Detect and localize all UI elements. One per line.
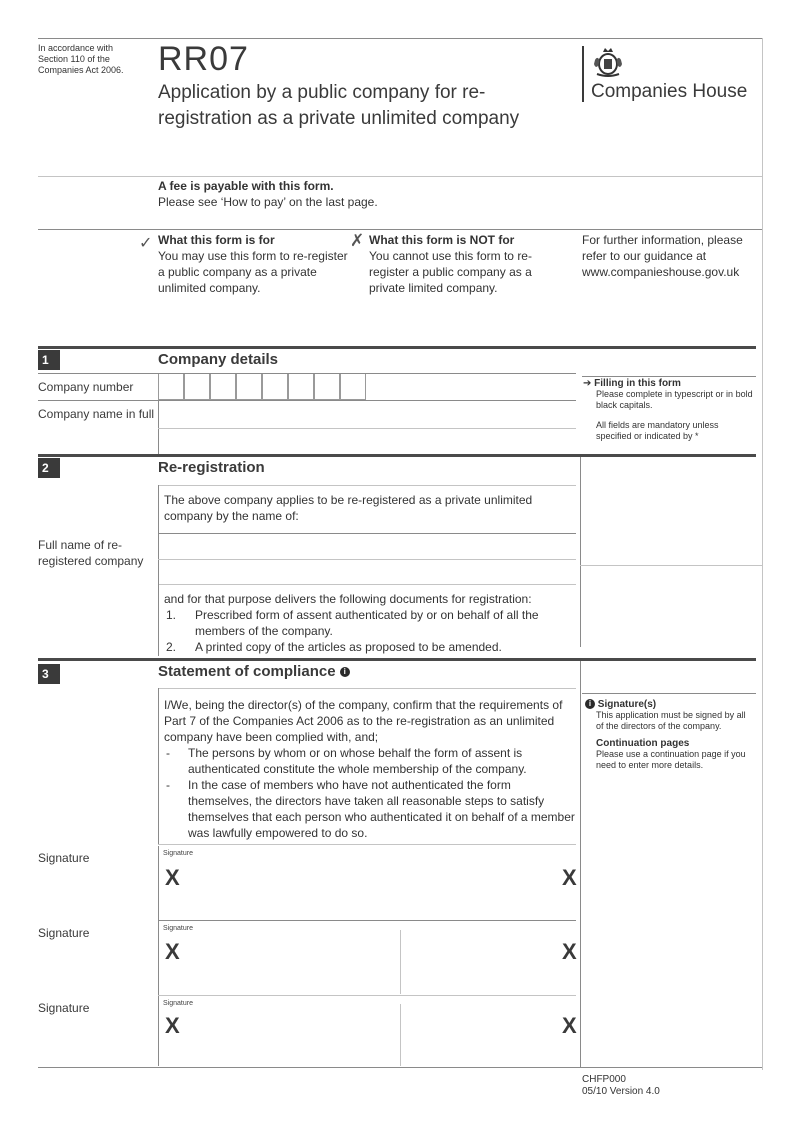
is-for-title: What this form is for: [158, 233, 275, 247]
section-2-title: Re-registration: [158, 459, 265, 476]
arrow-right-icon: ➔: [583, 378, 592, 389]
accordance-note: In accordance with Section 110 of the Companies Act 2006.: [38, 43, 124, 75]
continuation-title: Continuation pages: [596, 738, 690, 749]
section-3-number: 3: [38, 664, 60, 684]
royal-crest-icon: [591, 46, 625, 78]
reregistration-intro: The above company applies to be re-registered as a private unlimited company by the name of:: [164, 493, 533, 523]
signature-x-left-1: X: [165, 865, 180, 890]
cross-icon: ✗: [350, 231, 365, 250]
company-number-box-1[interactable]: [158, 374, 184, 400]
info-icon: i: [585, 699, 595, 709]
fee-text: Please see ‘How to pay’ on the last page.: [158, 195, 378, 209]
not-for-title: What this form is NOT for: [369, 233, 515, 247]
check-icon: ✓: [139, 235, 153, 252]
signature-x-right-2: X: [562, 939, 577, 964]
compliance-bullet: - The persons by whom or on whose behalf the form of assent is authenticated constitute the whole membership of the company.: [164, 745, 576, 777]
signatures-title: Signature(s): [597, 699, 657, 710]
signature-x-left-3: X: [165, 1013, 180, 1038]
full-name-label: Full name of re-registered company: [38, 538, 144, 568]
signature-label-1: Signature: [38, 851, 90, 865]
company-number-box-2[interactable]: [184, 374, 210, 400]
mandatory-text: All fields are mandatory unless specified or indicated by *: [596, 420, 719, 441]
compliance-bullet: - In the case of members who have not authenticated the form themselves, the directors have taken all reasonable steps to satisfy themselves that each person who authenticated it on behalf of a member was lawfully empowered to do so.: [164, 777, 576, 841]
further-info: For further information, please refer to our guidance at www.companieshouse.gov.uk: [582, 233, 743, 279]
logo-text: Companies House: [591, 81, 748, 102]
filling-title: Filling in this form: [594, 378, 681, 389]
info-icon: i: [340, 667, 350, 677]
signature-x-right-1: X: [562, 865, 577, 890]
section-1-title: Company details: [158, 351, 279, 368]
signature-field-1[interactable]: [159, 858, 577, 918]
signature-x-right-3: X: [562, 1013, 577, 1038]
section-1-number: 1: [38, 350, 60, 370]
compliance-statement: I/We, being the director(s) of the company, confirm that the requirements of Part 7 of the Companies Act 2006 as to the re-registration as an unlimited company have been complied with, and;: [164, 698, 563, 744]
form-code: RR07: [158, 40, 249, 78]
company-number-box-8[interactable]: [340, 374, 366, 400]
full-name-field-line2[interactable]: [159, 560, 575, 584]
is-for-text: You may use this form to re-register a public company as a private unlimited company.: [158, 249, 348, 295]
documents-intro: and for that purpose delivers the following documents for registration:: [164, 592, 532, 606]
company-number-box-3[interactable]: [210, 374, 236, 400]
full-name-field-line1[interactable]: [159, 534, 575, 558]
signature-label-3: Signature: [38, 1001, 90, 1015]
signature-box-label: Signature: [163, 925, 193, 932]
company-name-field-line1[interactable]: [159, 401, 575, 427]
signature-box-label: Signature: [163, 1000, 193, 1007]
section-2-number: 2: [38, 458, 60, 478]
document-item: 2. A printed copy of the articles as proposed to be amended.: [166, 640, 502, 654]
signature-box-label: Signature: [163, 850, 193, 857]
signature-field-3[interactable]: [159, 1008, 577, 1066]
company-number-box-4[interactable]: [236, 374, 262, 400]
company-name-field-line2[interactable]: [159, 429, 575, 453]
fee-title: A fee is payable with this form.: [158, 179, 334, 193]
signatures-text: This application must be signed by all of the directors of the company.: [596, 710, 746, 731]
company-number-box-6[interactable]: [288, 374, 314, 400]
company-number-box-5[interactable]: [262, 374, 288, 400]
company-number-box-7[interactable]: [314, 374, 340, 400]
signature-field-2[interactable]: [159, 933, 577, 993]
form-reference: CHFP000: [582, 1074, 626, 1085]
filling-text: Please complete in typescript or in bold black capitals.: [596, 389, 753, 410]
section-3-title: Statement of compliance i: [158, 663, 350, 680]
document-item: 1. Prescribed form of assent authenticated by or on behalf of all the members of the company.: [166, 608, 539, 638]
continuation-text: Please use a continuation page if you need to enter more details.: [596, 749, 746, 770]
company-number-label: Company number: [38, 380, 134, 394]
not-for-text: You cannot use this form to re-register a public company as a private limited company.: [369, 249, 532, 295]
signature-label-2: Signature: [38, 926, 90, 940]
form-version: 05/10 Version 4.0: [582, 1086, 660, 1097]
form-title: Application by a public company for re-registration as a private unlimited company: [158, 82, 520, 129]
company-name-label: Company name in full: [38, 407, 155, 421]
signature-x-left-2: X: [165, 939, 180, 964]
